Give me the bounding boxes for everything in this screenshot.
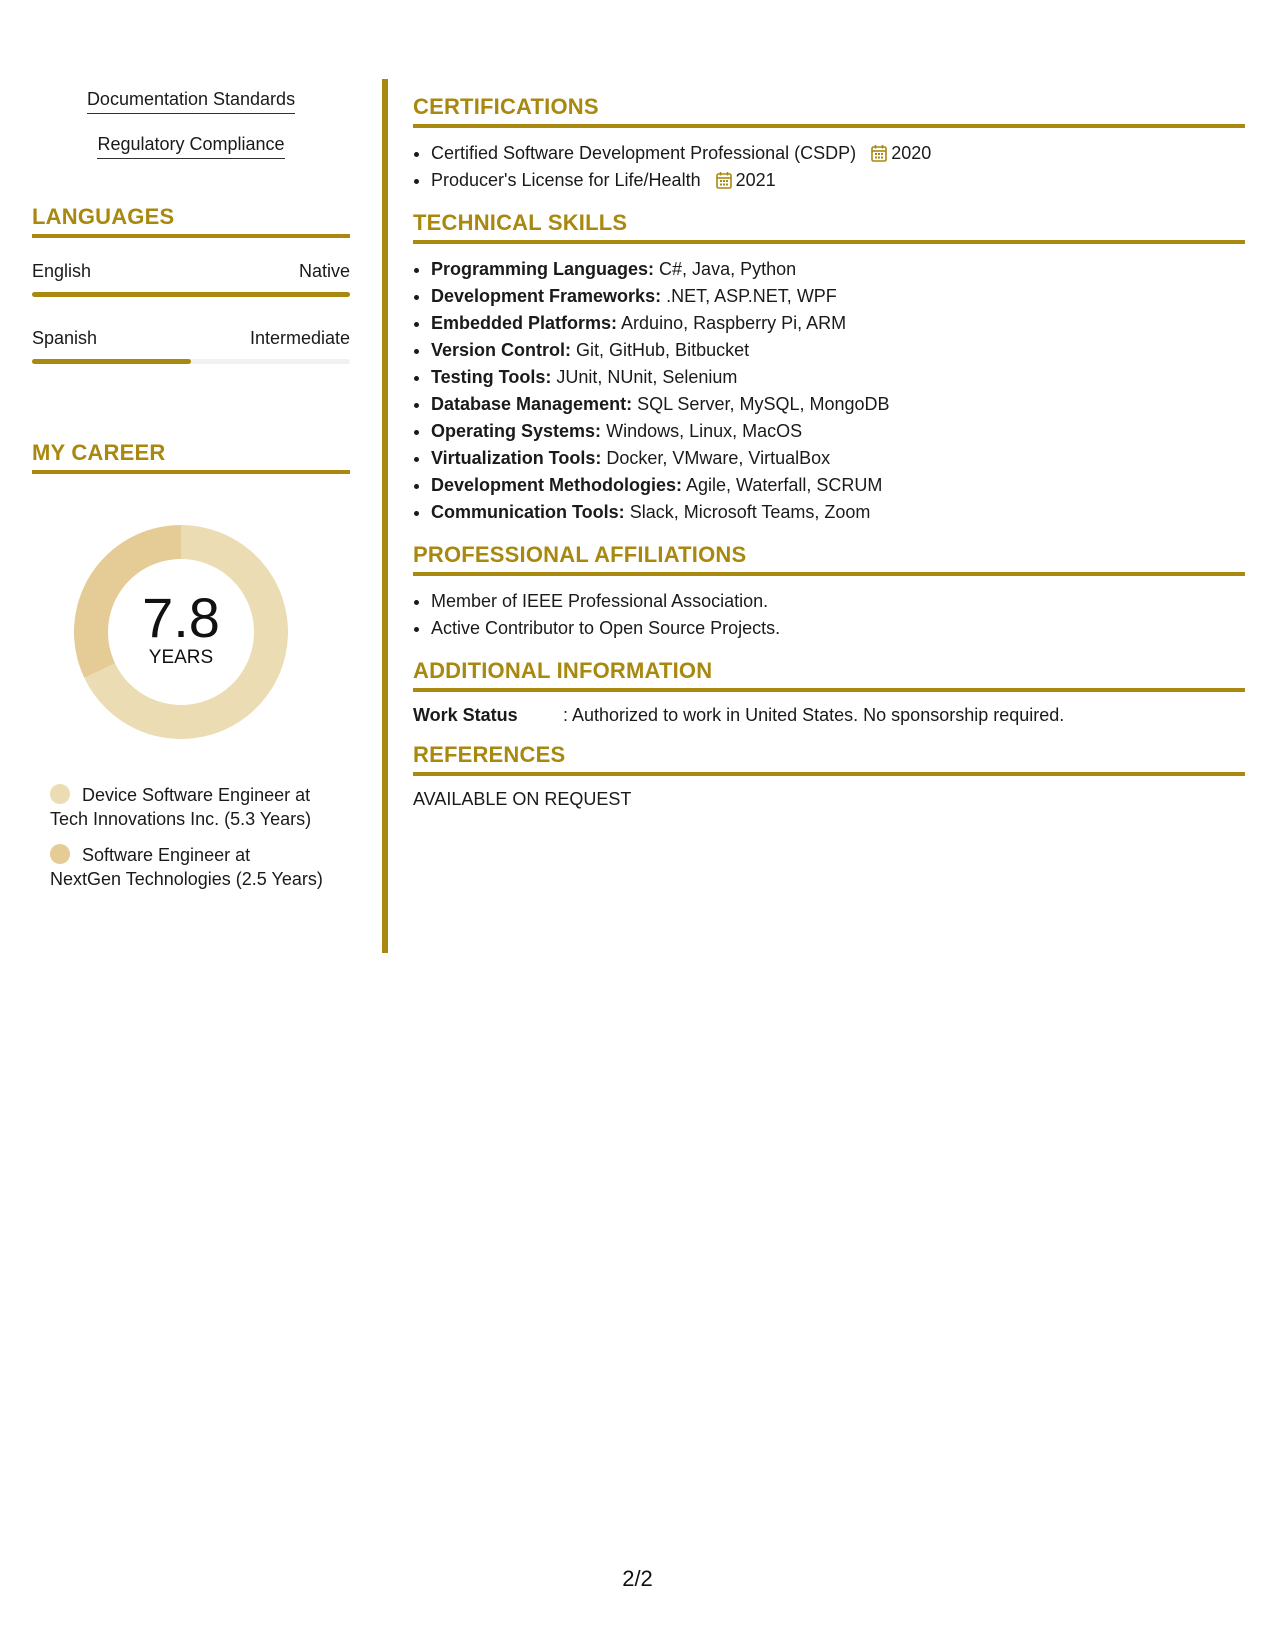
language-bar bbox=[32, 292, 350, 297]
affiliation-item: • Active Contributor to Open Source Projects. bbox=[431, 615, 1245, 642]
right-column bbox=[413, 94, 1245, 826]
skill-label: Database Management: bbox=[431, 394, 633, 414]
donut-center bbox=[66, 517, 296, 747]
skill-label: Development Frameworks: bbox=[431, 286, 662, 306]
section-rule bbox=[413, 772, 1245, 776]
skill-label: Development Methodologies: bbox=[431, 475, 683, 495]
column-divider bbox=[382, 79, 388, 953]
affiliation-item: • Member of IEEE Professional Association. bbox=[431, 588, 1245, 615]
language-row bbox=[32, 327, 350, 349]
certification-name: Certified Software Development Professional (CSDP) bbox=[431, 143, 857, 163]
language-level: Native bbox=[298, 261, 350, 281]
certification-name: Producer's License for Life/Health bbox=[431, 170, 701, 190]
language-name: Spanish bbox=[32, 328, 98, 348]
references-text: AVAILABLE ON REQUEST bbox=[413, 789, 632, 809]
career-section bbox=[32, 440, 350, 891]
certifications-list bbox=[413, 140, 1245, 194]
skill-item bbox=[431, 256, 1245, 283]
language-bar-fill bbox=[32, 359, 191, 364]
certification-year: 2021 bbox=[735, 170, 776, 190]
page-number: 2/2 bbox=[622, 1566, 653, 1591]
skill-tag: Documentation Standards bbox=[87, 88, 295, 114]
section-rule bbox=[32, 470, 350, 474]
career-legend bbox=[50, 783, 350, 891]
references-section bbox=[413, 742, 1245, 810]
additional-info-title: ADDITIONAL INFORMATION bbox=[413, 658, 713, 683]
technical-skills-title: TECHNICAL SKILLS bbox=[413, 210, 628, 235]
skill-value: Windows, Linux, MacOS bbox=[606, 421, 803, 441]
technical-skills-section bbox=[413, 210, 1245, 526]
affiliations-section bbox=[413, 542, 1245, 642]
section-rule bbox=[413, 572, 1245, 576]
skill-value: Docker, VMware, VirtualBox bbox=[606, 448, 831, 468]
skill-item bbox=[431, 472, 1245, 499]
calendar-icon bbox=[716, 171, 732, 189]
certification-item bbox=[431, 140, 1245, 167]
language-level: Intermediate bbox=[249, 328, 350, 348]
skill-value: .NET, ASP.NET, WPF bbox=[666, 286, 837, 306]
skill-item bbox=[431, 337, 1245, 364]
skill-item bbox=[431, 445, 1245, 472]
work-status-row bbox=[413, 704, 1245, 726]
skill-value: Agile, Waterfall, SCRUM bbox=[686, 475, 883, 495]
skill-value: C#, Java, Python bbox=[659, 259, 797, 279]
certification-item bbox=[431, 167, 1245, 194]
legend-label: Device Software Engineer at Tech Innovations Inc. (5.3 Years) bbox=[50, 785, 312, 829]
skill-item bbox=[431, 364, 1245, 391]
language-bar-fill bbox=[32, 292, 350, 297]
skill-value: SQL Server, MySQL, MongoDB bbox=[637, 394, 890, 414]
left-column bbox=[32, 80, 350, 903]
section-rule bbox=[413, 688, 1245, 692]
skill-value: JUnit, NUnit, Selenium bbox=[556, 367, 738, 387]
skill-label: Embedded Platforms: bbox=[431, 313, 618, 333]
language-row bbox=[32, 260, 350, 282]
work-status-value: : Authorized to work in United States. No sponsorship required. bbox=[563, 705, 1065, 725]
skill-label: Testing Tools: bbox=[431, 367, 552, 387]
skill-item bbox=[431, 391, 1245, 418]
skill-label: Virtualization Tools: bbox=[431, 448, 602, 468]
additional-info-section bbox=[413, 658, 1245, 726]
total-years-unit: YEARS bbox=[148, 647, 214, 668]
language-name: English bbox=[32, 261, 92, 281]
skill-item bbox=[431, 283, 1245, 310]
languages-section bbox=[32, 204, 350, 364]
work-status-label: Work Status bbox=[413, 705, 518, 725]
skill-label: Programming Languages: bbox=[431, 259, 655, 279]
section-rule bbox=[413, 124, 1245, 128]
career-donut-chart bbox=[66, 517, 296, 747]
skill-value: Slack, Microsoft Teams, Zoom bbox=[629, 502, 871, 522]
affiliations-list bbox=[413, 588, 1245, 642]
legend-item bbox=[50, 843, 325, 891]
legend-item bbox=[50, 783, 325, 831]
total-years-value: 7.8 bbox=[142, 586, 220, 649]
skill-label: Communication Tools: bbox=[431, 502, 625, 522]
legend-label: Software Engineer at NextGen Technologies (2.5 Years) bbox=[50, 845, 323, 889]
certifications-section bbox=[413, 94, 1245, 194]
section-rule bbox=[32, 234, 350, 238]
skill-value: Git, GitHub, Bitbucket bbox=[576, 340, 750, 360]
skill-tags bbox=[32, 88, 350, 178]
skill-value: Arduino, Raspberry Pi, ARM bbox=[621, 313, 847, 333]
legend-dot-icon bbox=[50, 844, 70, 864]
skill-item bbox=[431, 310, 1245, 337]
certifications-title: CERTIFICATIONS bbox=[413, 94, 599, 119]
language-bar bbox=[32, 359, 350, 364]
skill-item bbox=[431, 418, 1245, 445]
languages-title: LANGUAGES bbox=[32, 204, 175, 229]
skill-label: Operating Systems: bbox=[431, 421, 602, 441]
career-title: MY CAREER bbox=[32, 440, 166, 465]
affiliations-title: PROFESSIONAL AFFILIATIONS bbox=[413, 542, 747, 567]
legend-dot-icon bbox=[50, 784, 70, 804]
skill-label: Version Control: bbox=[431, 340, 572, 360]
references-title: REFERENCES bbox=[413, 742, 566, 767]
certification-year: 2020 bbox=[891, 143, 932, 163]
calendar-icon bbox=[871, 144, 887, 162]
section-rule bbox=[413, 240, 1245, 244]
skill-tag: Regulatory Compliance bbox=[97, 133, 284, 159]
skill-item bbox=[431, 499, 1245, 526]
technical-skills-list bbox=[413, 256, 1245, 526]
